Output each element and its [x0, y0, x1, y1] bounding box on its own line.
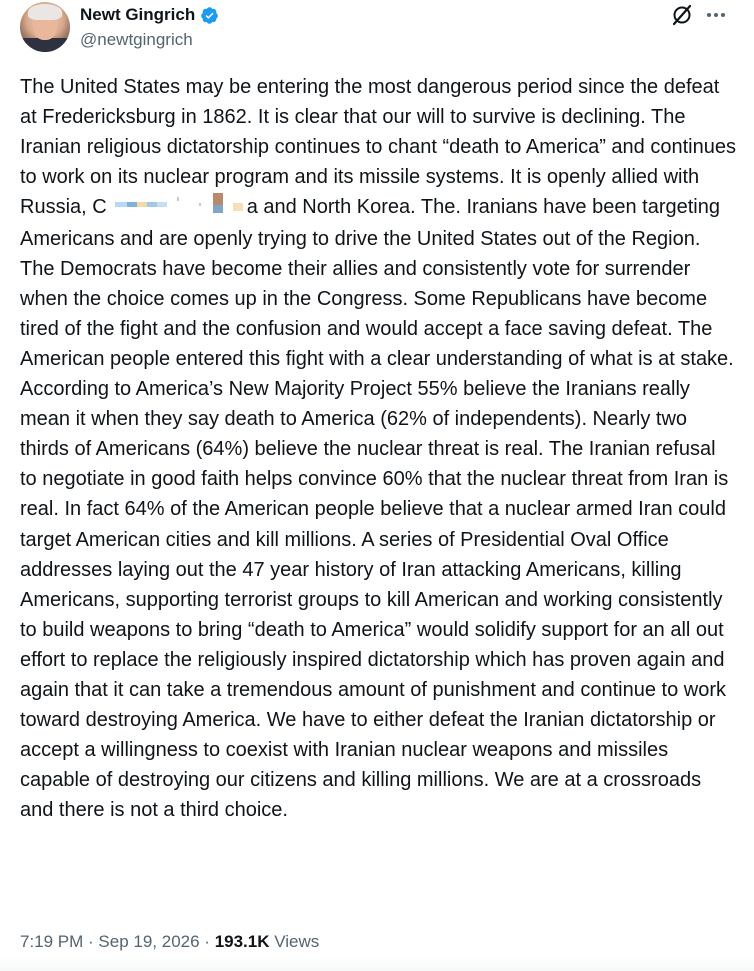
- grok-icon[interactable]: [670, 3, 694, 27]
- avatar[interactable]: [20, 2, 70, 52]
- footer-separator-2: ·: [199, 932, 215, 951]
- author-name-row: [80, 5, 219, 25]
- views-count: 193.1K: [214, 932, 270, 951]
- tweet-time[interactable]: 7:19 PM: [20, 932, 84, 951]
- author-handle[interactable]: @newtgingrich: [80, 30, 193, 49]
- tweet-text-part-2: a and North Korea. The. Iranians have been targeting Americans and are openly trying to drive the United States out of the Region. The Democrats have become their allies and consistently vote for surrender when the choice comes up in the Congress. Some Republicans have become tired of the fight and the confusion and would accept a face saving defeat. The American people entered this fight with a clear understanding of what is at stake. According to America’s New Majority Project 55% believe the Iranians really mean it when they say death to America (62% of independents). Nearly two thirds of Americans (64%) believe the nuclear threat is real. The Iranian refusal to negotiate in good faith helps convince 60% that the nuclear threat from Iran is real. In fact 64% of the American people believe that a nuclear armed Iran could target American cities and kill millions. A series of Presidential Oval Office addresses laying out the 47 year history of Iran attacking Americans, killing Americans, supporting terrorist groups to kill American and working consistently to build weapons to bring “death to America” would solidify support for an all out effort to replace the religiously inspired dictatorship which has proven again and again that it can take a tremendous amount of punishment and continue to work toward destroying America. We have to either defeat the Iranian dictatorship or accept a willingness to coexist with Iranian nuclear weapons and missiles capable of destroying our citizens and killing millions. We are at a crossroads and there is not a third choice.: [20, 196, 734, 822]
- more-options-icon[interactable]: [704, 4, 728, 26]
- tweet-date[interactable]: Sep 19, 2026: [98, 932, 200, 951]
- tweet-header: [0, 0, 754, 60]
- bottom-fade: [0, 956, 754, 971]
- footer-separator: ·: [83, 932, 99, 951]
- verified-badge-icon: [200, 6, 219, 25]
- tweet-text: [20, 72, 736, 826]
- redacted-text-block: [107, 193, 247, 224]
- views-label: Views: [269, 932, 320, 951]
- author-name[interactable]: Newt Gingrich: [80, 5, 196, 24]
- tweet-footer: [20, 932, 319, 952]
- tweet-text-part-1: The United States may be entering the most dangerous period since the defeat at Fredericksburg in 1862. It is clear that our will to survive is declining. The Iranian religious dictatorship continues to chant “death to America” and continues to work on its nuclear program and its missile systems. It is openly allied with Russia, C: [20, 76, 736, 219]
